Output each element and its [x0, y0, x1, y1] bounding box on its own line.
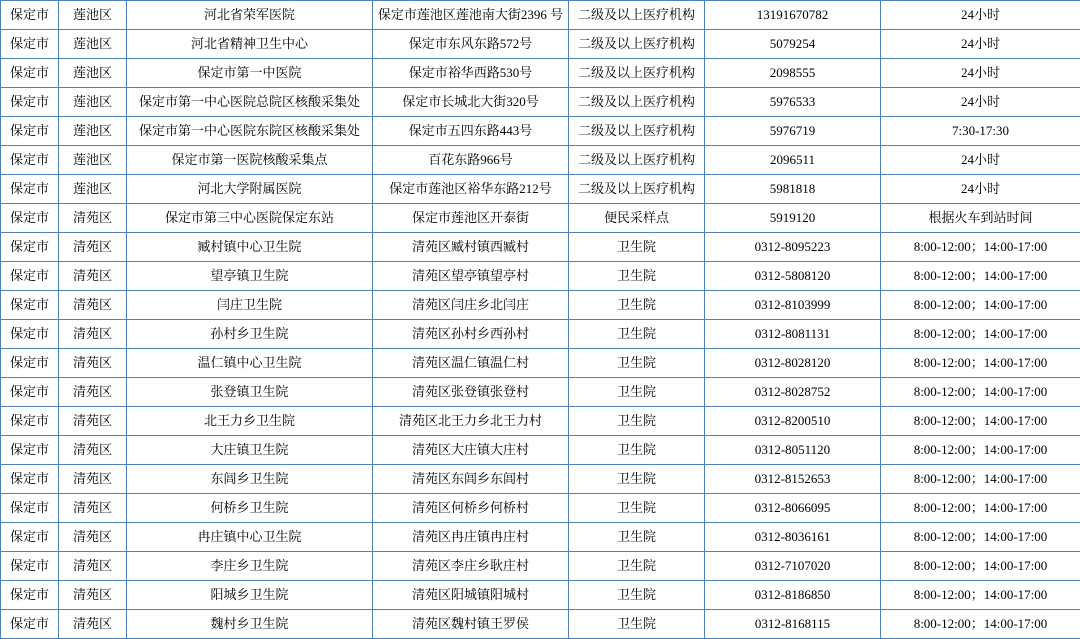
table-row [1, 175, 1080, 204]
cell-phone: 0312-7107020 [705, 552, 881, 581]
table-row [1, 407, 1080, 436]
cell-address: 清苑区魏村镇王罗侯 [373, 610, 569, 639]
cell-hours: 8:00-12:00；14:00-17:00 [881, 291, 1080, 320]
cell-institution: 何桥乡卫生院 [127, 494, 373, 523]
cell-institution: 保定市第一中医院 [127, 59, 373, 88]
cell-hours: 8:00-12:00；14:00-17:00 [881, 465, 1080, 494]
cell-city: 保定市 [1, 262, 59, 291]
cell-address: 保定市莲池区开泰街 [373, 204, 569, 233]
cell-type: 卫生院 [569, 523, 705, 552]
cell-city: 保定市 [1, 407, 59, 436]
table-row [1, 291, 1080, 320]
cell-phone: 0312-8095223 [705, 233, 881, 262]
cell-address: 清苑区阳城镇阳城村 [373, 581, 569, 610]
cell-address: 保定市东风东路572号 [373, 30, 569, 59]
cell-hours: 8:00-12:00；14:00-17:00 [881, 349, 1080, 378]
cell-phone: 0312-8028120 [705, 349, 881, 378]
cell-phone: 0312-8081131 [705, 320, 881, 349]
cell-phone: 5976719 [705, 117, 881, 146]
cell-institution: 阳城乡卫生院 [127, 581, 373, 610]
cell-institution: 臧村镇中心卫生院 [127, 233, 373, 262]
cell-hours: 8:00-12:00；14:00-17:00 [881, 262, 1080, 291]
cell-institution: 望亭镇卫生院 [127, 262, 373, 291]
table-row [1, 610, 1080, 639]
cell-phone: 5919120 [705, 204, 881, 233]
cell-hours: 8:00-12:00；14:00-17:00 [881, 407, 1080, 436]
cell-district: 清苑区 [59, 233, 127, 262]
cell-phone: 5981818 [705, 175, 881, 204]
table-row [1, 233, 1080, 262]
cell-hours: 8:00-12:00；14:00-17:00 [881, 523, 1080, 552]
cell-type: 卫生院 [569, 494, 705, 523]
table-row [1, 117, 1080, 146]
cell-institution: 保定市第一中心医院东院区核酸采集处 [127, 117, 373, 146]
cell-address: 清苑区孙村乡西孙村 [373, 320, 569, 349]
cell-institution: 河北省精神卫生中心 [127, 30, 373, 59]
cell-district: 清苑区 [59, 494, 127, 523]
cell-address: 清苑区臧村镇西臧村 [373, 233, 569, 262]
cell-phone: 5976533 [705, 88, 881, 117]
cell-type: 二级及以上医疗机构 [569, 146, 705, 175]
cell-type: 二级及以上医疗机构 [569, 1, 705, 30]
table-row [1, 523, 1080, 552]
table-row [1, 320, 1080, 349]
cell-institution: 冉庄镇中心卫生院 [127, 523, 373, 552]
cell-city: 保定市 [1, 1, 59, 30]
cell-district: 莲池区 [59, 1, 127, 30]
cell-institution: 张登镇卫生院 [127, 378, 373, 407]
cell-district: 清苑区 [59, 291, 127, 320]
cell-hours: 根据火车到站时间 [881, 204, 1080, 233]
cell-institution: 东闾乡卫生院 [127, 465, 373, 494]
cell-address: 保定市莲池区裕华东路212号 [373, 175, 569, 204]
table-row [1, 552, 1080, 581]
cell-address: 清苑区张登镇张登村 [373, 378, 569, 407]
cell-address: 百花东路966号 [373, 146, 569, 175]
cell-type: 卫生院 [569, 349, 705, 378]
cell-type: 卫生院 [569, 436, 705, 465]
cell-city: 保定市 [1, 291, 59, 320]
cell-type: 便民采样点 [569, 204, 705, 233]
table-body [1, 1, 1080, 639]
cell-address: 清苑区何桥乡何桥村 [373, 494, 569, 523]
cell-city: 保定市 [1, 465, 59, 494]
cell-phone: 0312-8066095 [705, 494, 881, 523]
cell-hours: 24小时 [881, 146, 1080, 175]
cell-address: 清苑区冉庄镇冉庄村 [373, 523, 569, 552]
cell-hours: 8:00-12:00；14:00-17:00 [881, 552, 1080, 581]
cell-type: 二级及以上医疗机构 [569, 175, 705, 204]
table-row [1, 88, 1080, 117]
table-row [1, 436, 1080, 465]
cell-type: 卫生院 [569, 552, 705, 581]
cell-type: 卫生院 [569, 378, 705, 407]
cell-hours: 8:00-12:00；14:00-17:00 [881, 494, 1080, 523]
cell-address: 清苑区大庄镇大庄村 [373, 436, 569, 465]
cell-type: 卫生院 [569, 233, 705, 262]
cell-district: 清苑区 [59, 378, 127, 407]
cell-district: 清苑区 [59, 610, 127, 639]
cell-address: 清苑区北王力乡北王力村 [373, 407, 569, 436]
cell-hours: 24小时 [881, 175, 1080, 204]
cell-phone: 5079254 [705, 30, 881, 59]
cell-district: 清苑区 [59, 581, 127, 610]
cell-type: 二级及以上医疗机构 [569, 59, 705, 88]
table-row [1, 1, 1080, 30]
cell-district: 清苑区 [59, 552, 127, 581]
cell-phone: 0312-8103999 [705, 291, 881, 320]
cell-district: 清苑区 [59, 204, 127, 233]
cell-city: 保定市 [1, 349, 59, 378]
cell-district: 莲池区 [59, 88, 127, 117]
cell-phone: 0312-8051120 [705, 436, 881, 465]
cell-city: 保定市 [1, 436, 59, 465]
table-row [1, 581, 1080, 610]
cell-city: 保定市 [1, 30, 59, 59]
cell-type: 二级及以上医疗机构 [569, 30, 705, 59]
cell-city: 保定市 [1, 175, 59, 204]
cell-institution: 魏村乡卫生院 [127, 610, 373, 639]
cell-district: 清苑区 [59, 320, 127, 349]
cell-city: 保定市 [1, 117, 59, 146]
cell-hours: 8:00-12:00；14:00-17:00 [881, 320, 1080, 349]
table-row [1, 59, 1080, 88]
cell-type: 卫生院 [569, 465, 705, 494]
cell-institution: 北王力乡卫生院 [127, 407, 373, 436]
cell-phone: 2096511 [705, 146, 881, 175]
cell-type: 卫生院 [569, 262, 705, 291]
cell-phone: 0312-8200510 [705, 407, 881, 436]
cell-phone: 0312-8168115 [705, 610, 881, 639]
cell-address: 保定市裕华西路530号 [373, 59, 569, 88]
table-row [1, 378, 1080, 407]
cell-address: 保定市长城北大街320号 [373, 88, 569, 117]
cell-institution: 河北大学附属医院 [127, 175, 373, 204]
cell-hours: 7:30-17:30 [881, 117, 1080, 146]
table-row [1, 204, 1080, 233]
cell-phone: 0312-8186850 [705, 581, 881, 610]
cell-phone: 0312-8036161 [705, 523, 881, 552]
cell-type: 卫生院 [569, 610, 705, 639]
cell-hours: 24小时 [881, 30, 1080, 59]
cell-institution: 保定市第三中心医院保定东站 [127, 204, 373, 233]
cell-city: 保定市 [1, 233, 59, 262]
cell-type: 二级及以上医疗机构 [569, 117, 705, 146]
cell-type: 卫生院 [569, 320, 705, 349]
table-row [1, 262, 1080, 291]
cell-hours: 8:00-12:00；14:00-17:00 [881, 436, 1080, 465]
cell-district: 莲池区 [59, 59, 127, 88]
cell-phone: 0312-8028752 [705, 378, 881, 407]
cell-city: 保定市 [1, 59, 59, 88]
cell-district: 莲池区 [59, 146, 127, 175]
cell-city: 保定市 [1, 88, 59, 117]
cell-city: 保定市 [1, 378, 59, 407]
cell-city: 保定市 [1, 581, 59, 610]
cell-address: 清苑区李庄乡耿庄村 [373, 552, 569, 581]
cell-hours: 8:00-12:00；14:00-17:00 [881, 233, 1080, 262]
cell-district: 莲池区 [59, 30, 127, 59]
table-row [1, 465, 1080, 494]
cell-institution: 保定市第一医院核酸采集点 [127, 146, 373, 175]
cell-phone: 0312-8152653 [705, 465, 881, 494]
cell-district: 清苑区 [59, 436, 127, 465]
cell-type: 卫生院 [569, 581, 705, 610]
cell-type: 卫生院 [569, 407, 705, 436]
cell-city: 保定市 [1, 494, 59, 523]
cell-address: 清苑区望亭镇望亭村 [373, 262, 569, 291]
cell-district: 清苑区 [59, 349, 127, 378]
cell-institution: 孙村乡卫生院 [127, 320, 373, 349]
cell-district: 清苑区 [59, 523, 127, 552]
cell-phone: 2098555 [705, 59, 881, 88]
table-row [1, 146, 1080, 175]
cell-hours: 8:00-12:00；14:00-17:00 [881, 610, 1080, 639]
cell-hours: 8:00-12:00；14:00-17:00 [881, 581, 1080, 610]
cell-type: 卫生院 [569, 291, 705, 320]
cell-hours: 8:00-12:00；14:00-17:00 [881, 378, 1080, 407]
cell-city: 保定市 [1, 610, 59, 639]
cell-hours: 24小时 [881, 88, 1080, 117]
cell-institution: 河北省荣军医院 [127, 1, 373, 30]
table-row [1, 349, 1080, 378]
cell-district: 清苑区 [59, 407, 127, 436]
cell-institution: 保定市第一中心医院总院区核酸采集处 [127, 88, 373, 117]
table-row [1, 30, 1080, 59]
cell-institution: 大庄镇卫生院 [127, 436, 373, 465]
cell-hours: 24小时 [881, 1, 1080, 30]
cell-address: 清苑区温仁镇温仁村 [373, 349, 569, 378]
table-row [1, 494, 1080, 523]
cell-phone: 13191670782 [705, 1, 881, 30]
cell-address: 清苑区闫庄乡北闫庄 [373, 291, 569, 320]
cell-city: 保定市 [1, 204, 59, 233]
cell-address: 清苑区东闾乡东闾村 [373, 465, 569, 494]
cell-hours: 24小时 [881, 59, 1080, 88]
cell-district: 清苑区 [59, 465, 127, 494]
cell-address: 保定市五四东路443号 [373, 117, 569, 146]
cell-city: 保定市 [1, 523, 59, 552]
cell-district: 莲池区 [59, 117, 127, 146]
cell-city: 保定市 [1, 146, 59, 175]
cell-city: 保定市 [1, 552, 59, 581]
cell-phone: 0312-5808120 [705, 262, 881, 291]
cell-address: 保定市莲池区莲池南大街2396 号 [373, 1, 569, 30]
cell-institution: 闫庄卫生院 [127, 291, 373, 320]
cell-district: 清苑区 [59, 262, 127, 291]
cell-institution: 温仁镇中心卫生院 [127, 349, 373, 378]
cell-district: 莲池区 [59, 175, 127, 204]
cell-city: 保定市 [1, 320, 59, 349]
cell-type: 二级及以上医疗机构 [569, 88, 705, 117]
cell-institution: 李庄乡卫生院 [127, 552, 373, 581]
